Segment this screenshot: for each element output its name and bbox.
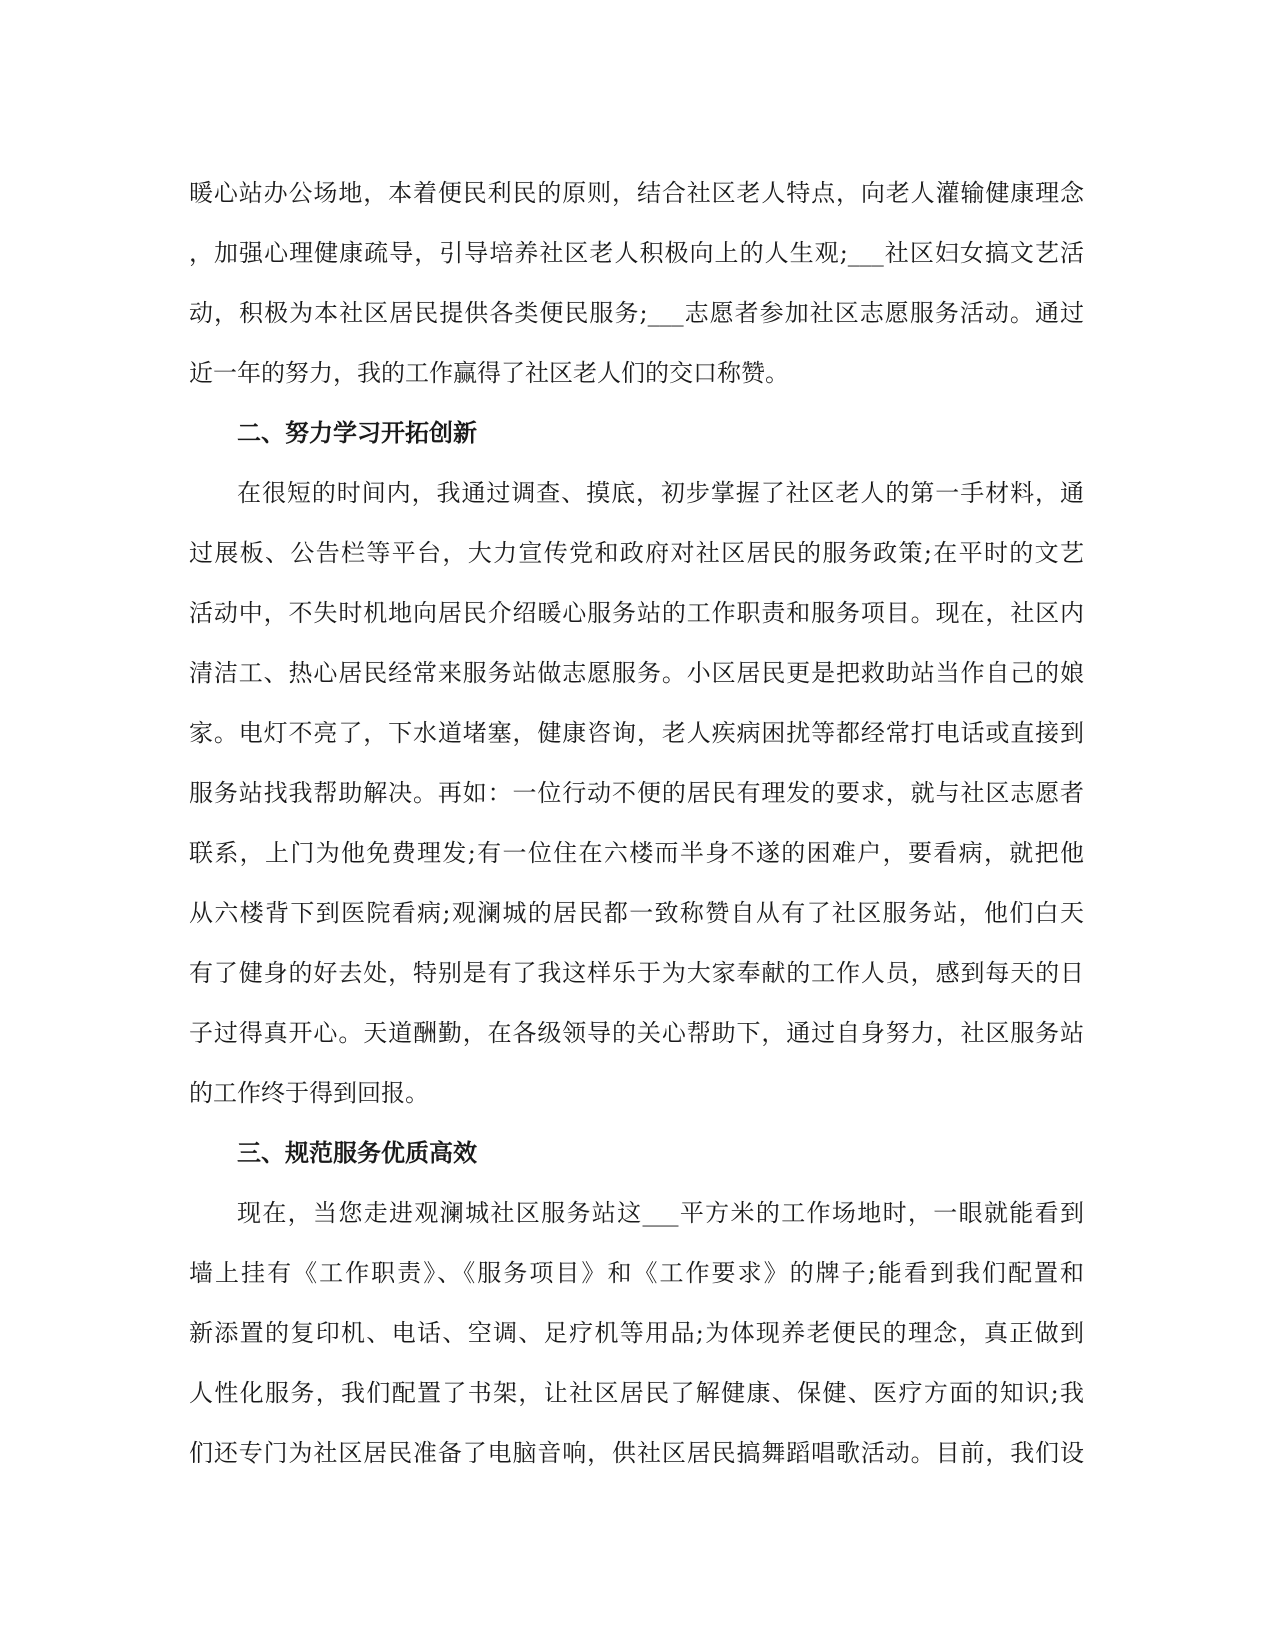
text-line: 新添置的复印机、电话、空调、足疗机等用品;为体现养老便民的理念，真正做到 bbox=[189, 1319, 1084, 1347]
text-line: 子过得真开心。天道酬勤，在各级领导的关心帮助下，通过自身努力，社区服务站 bbox=[189, 1019, 1084, 1047]
text-line: 们还专门为社区居民准备了电脑音响，供社区居民搞舞蹈唱歌活动。目前，我们设 bbox=[189, 1439, 1084, 1467]
paragraph-1 bbox=[189, 163, 1084, 403]
text-line: ，加强心理健康疏导，引导培养社区老人积极向上的人生观;___社区妇女搞文艺活 bbox=[189, 239, 1084, 267]
text-line: 家。电灯不亮了，下水道堵塞，健康咨询，老人疾病困扰等都经常打电话或直接到 bbox=[189, 719, 1084, 747]
text-line: 从六楼背下到医院看病;观澜城的居民都一致称赞自从有了社区服务站，他们白天 bbox=[189, 899, 1084, 927]
text-line: 人性化服务，我们配置了书架，让社区居民了解健康、保健、医疗方面的知识;我 bbox=[189, 1379, 1084, 1407]
section-heading-2: 二、努力学习开拓创新 bbox=[237, 419, 477, 447]
document-body bbox=[189, 163, 1084, 1483]
text-line: 清洁工、热心居民经常来服务站做志愿服务。小区居民更是把救助站当作自己的娘 bbox=[189, 659, 1084, 687]
text-line: 近一年的努力，我的工作赢得了社区老人们的交口称赞。 bbox=[189, 359, 789, 387]
paragraph-2 bbox=[189, 463, 1084, 1123]
text-line: 动，积极为本社区居民提供各类便民服务;___志愿者参加社区志愿服务活动。通过 bbox=[189, 299, 1084, 327]
text-line: 联系，上门为他免费理发;有一位住在六楼而半身不遂的困难户，要看病，就把他 bbox=[189, 839, 1084, 867]
text-line: 服务站找我帮助解决。再如：一位行动不便的居民有理发的要求，就与社区志愿者 bbox=[189, 779, 1084, 807]
section-heading-3: 三、规范服务优质高效 bbox=[237, 1139, 477, 1167]
text-line: 活动中，不失时机地向居民介绍暖心服务站的工作职责和服务项目。现在，社区内 bbox=[189, 599, 1084, 627]
text-line: 现在，当您走进观澜城社区服务站这___平方米的工作场地时，一眼就能看到 bbox=[237, 1199, 1084, 1227]
text-line: 暖心站办公场地，本着便民利民的原则，结合社区老人特点，向老人灌输健康理念 bbox=[189, 179, 1084, 207]
text-line: 有了健身的好去处，特别是有了我这样乐于为大家奉献的工作人员，感到每天的日 bbox=[189, 959, 1084, 987]
paragraph-3 bbox=[189, 1183, 1084, 1483]
text-line: 在很短的时间内，我通过调查、摸底，初步掌握了社区老人的第一手材料，通 bbox=[237, 479, 1084, 507]
text-line: 的工作终于得到回报。 bbox=[189, 1079, 429, 1107]
text-line: 过展板、公告栏等平台，大力宣传党和政府对社区居民的服务政策;在平时的文艺 bbox=[189, 539, 1084, 567]
text-line: 墙上挂有《工作职责》、《服务项目》和《工作要求》的牌子;能看到我们配置和 bbox=[189, 1259, 1084, 1287]
